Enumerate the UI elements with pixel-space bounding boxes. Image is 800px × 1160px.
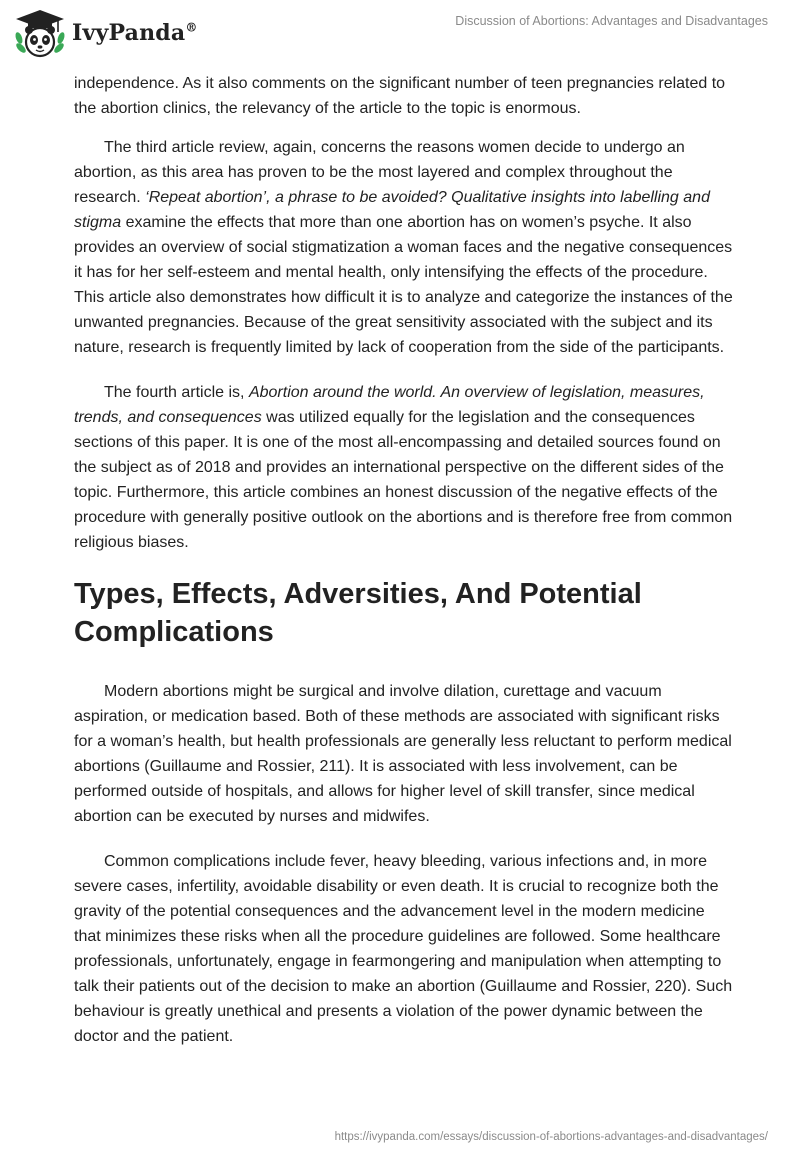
section-heading: Types, Effects, Adversities, And Potential Complications xyxy=(74,578,642,648)
article-title: ‘Repeat abortion’, a phrase to be avoided? Qualitative insights into labelling and stigma xyxy=(74,189,710,231)
paragraph-continuation: independence. As it also comments on the significant number of teen pregnancies related to the abortion clinics, the relevancy of the article to the topic is enormous. xyxy=(74,75,726,117)
paragraph-fourth-article xyxy=(74,380,734,555)
panda-graduate-icon xyxy=(14,8,66,58)
source-url[interactable]: https://ivypanda.com/essays/discussion-of-abortions-advantages-and-disadvantages/ xyxy=(334,1131,768,1143)
paragraph-text: The fourth article is, xyxy=(104,384,249,401)
paragraph-complications: Common complications include fever, heavy bleeding, various infections and, in more severe cases, infertility, avoidable disability or even death. It is crucial to recognize both the gravity of the potential consequences and the advancement level in the modern medicine that minimizes these risks when all the procedure guidelines are followed. Some healthcare professionals, unfortunately, engage in fearmongering and manipulation when attempting to talk their patients out of the decision to make an abortion (Guillaume and Rossier, 220). Such behaviour is greatly unethical and presents a violation of the power dynamic between the doctor and the patient. xyxy=(74,853,733,1045)
ivypanda-logo[interactable] xyxy=(14,8,198,58)
paragraph-text: was utilized equally for the legislation and the consequences sections of this paper. It is one of the most all-encompassing and detailed sources found on the subject as of 2018 and provides an international perspective on the different sides of the topic. Furthermore, this article combines an honest discussion of the negative effects of the procedure with generally positive outlook on the abortions and is therefore free from common religious biases. xyxy=(74,409,733,551)
page-header xyxy=(0,0,800,70)
paragraph-text: The third article review, again, concerns the reasons women decide to undergo an abortion, as this area has proven to be the most layered and complex throughout the research. xyxy=(74,139,685,206)
document-title: Discussion of Abortions: Advantages and Disadvantages xyxy=(455,14,768,28)
brand-name: IvyPanda® xyxy=(72,20,198,46)
paragraph-types: Modern abortions might be surgical and involve dilation, curettage and vacuum aspiration, or medication based. Both of these methods are associated with significant risks for a woman’s health, but health professionals are generally less reluctant to perform medical abortions (Guillaume and Rossier, 211). It is associated with less involvement, can be performed outside of hospitals, and allows for higher level of skill transfer, since medical abortion can be executed by nurses and midwifes. xyxy=(74,683,732,825)
paragraph-text: examine the effects that more than one abortion has on women’s psyche. It also provides an overview of social stigmatization a woman faces and the negative consequences it has for her self-esteem and mental health, only intensifying the effects of the procedure. This article also demonstrates how difficult it is to analyze and categorize the instances of the unwanted pregnancies. Because of the great sensitivity associated with the subject and its nature, research is frequently limited by lack of cooperation from the side of the participants. xyxy=(74,214,733,356)
registered-mark: ® xyxy=(185,20,198,35)
essay-body xyxy=(74,71,734,1069)
article-title: Abortion around the world. An overview of legislation, measures, trends, and consequences xyxy=(74,384,705,426)
paragraph-third-article xyxy=(74,135,734,360)
